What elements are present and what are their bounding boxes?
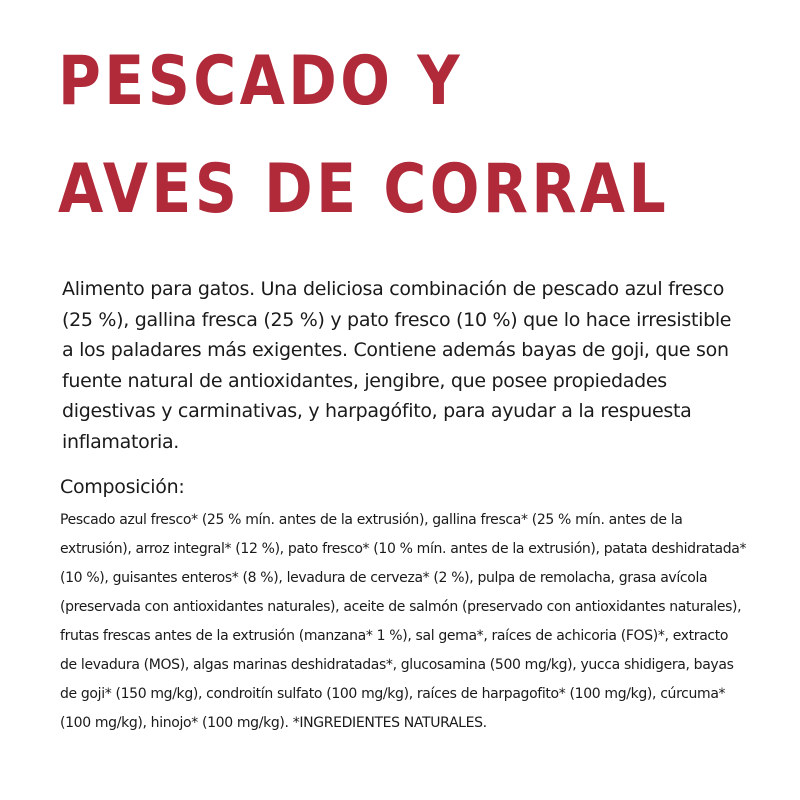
title-line-1: PESCADO Y [58,42,464,121]
composition-text [60,506,748,738]
composition-footnote: *INGREDIENTES NATURALES. [292,715,487,731]
page-title [58,28,677,244]
product-intro-paragraph: Alimento para gatos. Una deliciosa combinación de pescado azul fresco (25 %), gallina fresca (25 %) y pato fresco (10 %) que lo hace irresistible a los paladares más exigentes. Contiene además bayas de goji, que son fuente natural de antioxidantes, jengibre, que posee propiedades digestivas y carminativas, y harpagófito, para ayudar a la respuesta inflamatoria. [62,278,732,453]
composition-ingredients: Pescado azul fresco* (25 % mín. antes de la extrusión), gallina fresca* (25 % mín. antes de la extrusión), arroz integral* (12 %), pato fresco* (10 % mín. antes de la extrusión), patata deshidratada* (10 %), guisantes enteros* (8 %), levadura de cerveza* (2 %), pulpa de remolacha, grasa avícola (preservada con antioxidantes naturales), aceite de salmón (preservado con antioxidantes naturales), frutas frescas antes de la extrusión (manzana* 1 %), sal gema*, raíces de achicoria (FOS)*, extracto de levadura (MOS), algas marinas deshidratadas*, glucosamina (500 mg/kg), yucca shidigera, bayas de goji* (150 mg/kg), condroitín sulfato (100 mg/kg), raíces de harpagofito* (100 mg/kg), cúrcuma* (100 mg/kg), hinojo* (100 mg/kg). [60,512,747,731]
composition-heading: Composición: [60,476,185,498]
title-line-2: AVES DE CORRAL [58,150,670,229]
